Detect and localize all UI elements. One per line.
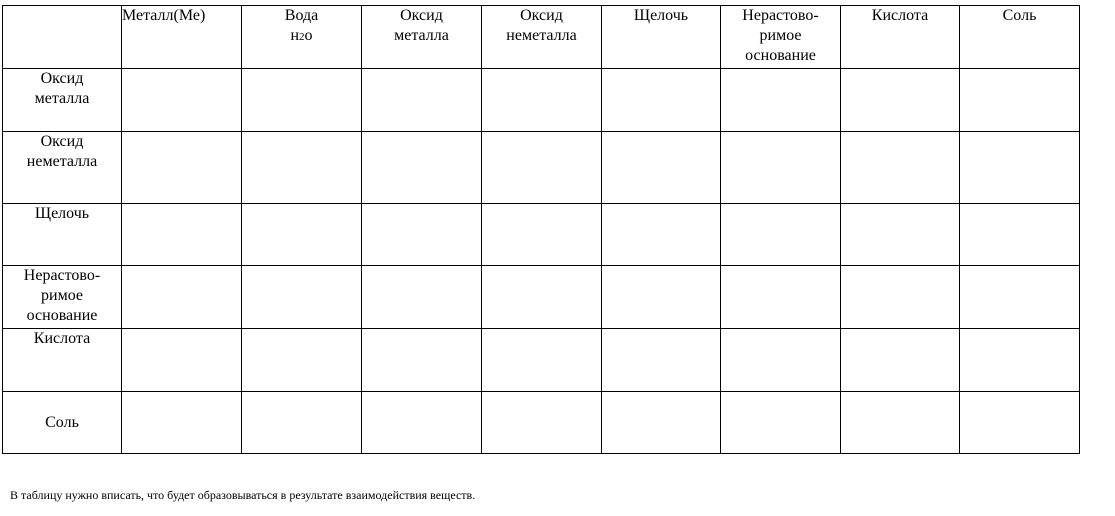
table-cell[interactable]: [482, 266, 602, 329]
table-cell[interactable]: [721, 204, 841, 266]
table-cell[interactable]: [242, 132, 362, 204]
table-cell[interactable]: [602, 204, 721, 266]
table-cell[interactable]: [122, 204, 242, 266]
table-cell[interactable]: [721, 266, 841, 329]
water-formula-h: н: [290, 27, 300, 44]
col-header-water-label: Вода: [284, 7, 319, 24]
row-header-metal-oxide: [3, 69, 122, 132]
table-cell[interactable]: [242, 69, 362, 132]
row-salt: [3, 392, 1080, 454]
table-cell[interactable]: [122, 392, 242, 454]
water-formula-sub: 2: [299, 31, 305, 43]
row-header-metal-oxide-line2: металла: [34, 90, 90, 107]
col-header-salt: [960, 6, 1080, 69]
row-header-salt-label: Соль: [45, 413, 79, 431]
row-header-alkali: [3, 204, 122, 266]
table-cell[interactable]: [482, 204, 602, 266]
table-cell[interactable]: [960, 392, 1080, 454]
col-header-nonmetal-oxide-line1: Оксид: [520, 7, 563, 24]
col-header-insoluble-line3: основание: [745, 47, 816, 64]
col-header-nonmetal-oxide: [482, 6, 602, 69]
table-cell[interactable]: [242, 204, 362, 266]
table-cell[interactable]: [122, 69, 242, 132]
table-cell[interactable]: [362, 266, 482, 329]
row-header-insoluble-line1: Нерастово-: [23, 267, 101, 284]
header-row: [3, 6, 1080, 69]
table-cell[interactable]: [362, 69, 482, 132]
table-cell[interactable]: [960, 266, 1080, 329]
table-cell[interactable]: [602, 392, 721, 454]
col-header-metal-label: Металл(Ме): [122, 7, 206, 24]
table-cell[interactable]: [721, 392, 841, 454]
table-cell[interactable]: [841, 392, 960, 454]
table-cell[interactable]: [122, 329, 242, 392]
col-header-metal-oxide: [362, 6, 482, 69]
col-header-salt-label: Соль: [1002, 7, 1037, 24]
table-cell[interactable]: [122, 266, 242, 329]
col-header-alkali-label: Щелочь: [633, 7, 689, 24]
row-header-nonmetal-oxide-line1: Оксид: [40, 133, 84, 150]
table-cell[interactable]: [362, 329, 482, 392]
table-cell[interactable]: [602, 69, 721, 132]
row-alkali: [3, 204, 1080, 266]
table-cell[interactable]: [122, 132, 242, 204]
row-acid: [3, 329, 1080, 392]
row-nonmetal-oxide: [3, 132, 1080, 204]
table-cell[interactable]: [362, 132, 482, 204]
row-header-acid-label: Кислота: [33, 330, 91, 347]
table-cell[interactable]: [721, 329, 841, 392]
table-cell[interactable]: [841, 329, 960, 392]
table-cell[interactable]: [960, 204, 1080, 266]
col-header-metal-oxide-line1: Оксид: [400, 7, 443, 24]
row-header-insoluble-base: [3, 266, 122, 329]
row-header-metal-oxide-line1: Оксид: [40, 70, 84, 87]
row-header-alkali-label: Щелочь: [34, 205, 90, 222]
col-header-nonmetal-oxide-line2: неметалла: [506, 27, 577, 44]
row-header-insoluble-line3: основание: [26, 307, 98, 324]
table-cell[interactable]: [482, 329, 602, 392]
col-header-acid: [841, 6, 960, 69]
col-header-alkali: [602, 6, 721, 69]
corner-cell: [3, 6, 122, 69]
table-cell[interactable]: [242, 266, 362, 329]
row-insoluble-base: [3, 266, 1080, 329]
table-cell[interactable]: [482, 392, 602, 454]
row-header-nonmetal-oxide: [3, 132, 122, 204]
interaction-table: [2, 5, 1080, 454]
row-metal-oxide: [3, 69, 1080, 132]
table-cell[interactable]: [482, 69, 602, 132]
table-cell[interactable]: [721, 69, 841, 132]
col-header-insoluble-base: [721, 6, 841, 69]
row-header-acid: [3, 329, 122, 392]
table-cell[interactable]: [841, 204, 960, 266]
table-cell[interactable]: [602, 266, 721, 329]
water-formula: [242, 26, 361, 47]
table-cell[interactable]: [841, 69, 960, 132]
table-cell[interactable]: [960, 69, 1080, 132]
table-cell[interactable]: [960, 329, 1080, 392]
col-header-acid-label: Кислота: [871, 7, 929, 24]
col-header-insoluble-line1: Нерастово-: [742, 7, 819, 24]
table-cell[interactable]: [960, 132, 1080, 204]
row-header-insoluble-line2: римое: [41, 287, 83, 304]
table-cell[interactable]: [841, 266, 960, 329]
row-header-nonmetal-oxide-line2: неметалла: [26, 153, 98, 170]
table-cell[interactable]: [242, 392, 362, 454]
col-header-insoluble-line2: римое: [759, 27, 802, 44]
col-header-water: [242, 6, 362, 69]
table-cell[interactable]: [362, 392, 482, 454]
table-cell[interactable]: [602, 329, 721, 392]
col-header-metal-oxide-line2: металла: [394, 27, 449, 44]
instruction-note: В таблицу нужно вписать, что будет образовываться в результате взаимодействия веществ.: [10, 488, 476, 502]
row-header-salt: [3, 392, 122, 454]
col-header-metal: [122, 6, 242, 69]
table-cell[interactable]: [721, 132, 841, 204]
table-cell[interactable]: [482, 132, 602, 204]
water-formula-o: о: [304, 27, 313, 44]
table-cell[interactable]: [602, 132, 721, 204]
table-cell[interactable]: [242, 329, 362, 392]
table-cell[interactable]: [362, 204, 482, 266]
table-cell[interactable]: [841, 132, 960, 204]
